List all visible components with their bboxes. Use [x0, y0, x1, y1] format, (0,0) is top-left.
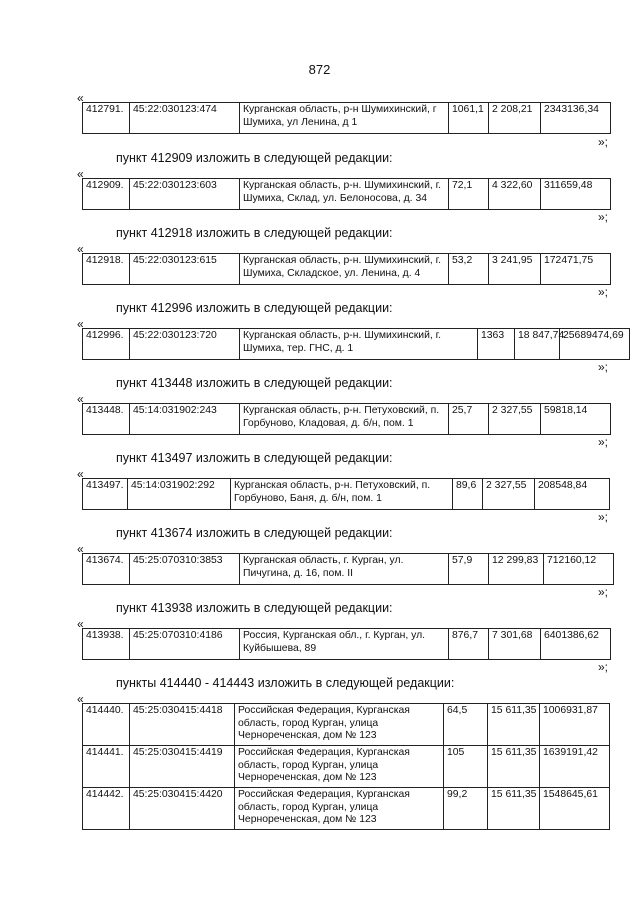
- amendment-intro: пункт 413674 изложить в следующей редакции:: [116, 526, 393, 540]
- specific-value-cell: 15 611,35: [488, 746, 540, 788]
- quote-open: «: [77, 617, 84, 631]
- cadastral-number-cell: 45:14:031902:292: [128, 479, 231, 510]
- cadastral-value-cell: 712160,12: [544, 554, 614, 585]
- quote-close: »;: [598, 660, 609, 674]
- table-row: [83, 746, 610, 788]
- cadastral-value-cell: 208548,84: [535, 479, 610, 510]
- specific-value-cell: 18 847,74: [515, 329, 560, 360]
- specific-value-cell: 4 322,60: [489, 179, 541, 210]
- specific-value-cell: 3 241,95: [489, 254, 541, 285]
- address-cell: Курганская область, р-н. Шумихинский, г. Шумиха, Складское, ул. Ленина, д. 4: [240, 254, 449, 285]
- area-cell: 64,5: [444, 704, 488, 746]
- area-cell: 876,7: [449, 629, 489, 660]
- cadastral-number-cell: 45:25:030415:4418: [130, 704, 235, 746]
- table-row: [83, 554, 614, 585]
- row-number-cell: 412996.: [83, 329, 130, 360]
- amendment-intro: пункт 412909 изложить в следующей редакции:: [116, 151, 393, 165]
- row-number-cell: 413448.: [83, 404, 130, 435]
- amendment-intro: пункт 412996 изложить в следующей редакции:: [116, 301, 393, 315]
- property-table: [82, 403, 611, 435]
- area-cell: 89,6: [453, 479, 483, 510]
- quote-close: »;: [598, 285, 609, 299]
- row-number-cell: 413674.: [83, 554, 130, 585]
- table-row: [83, 404, 611, 435]
- property-table: [82, 478, 610, 510]
- specific-value-cell: 15 611,35: [488, 788, 540, 830]
- property-table: [82, 102, 611, 134]
- row-number-cell: 413497.: [83, 479, 128, 510]
- property-table: [82, 253, 611, 285]
- property-table: [82, 553, 614, 585]
- area-cell: 99,2: [444, 788, 488, 830]
- address-cell: Курганская область, р-н. Шумихинский, г. Шумиха, Склад, ул. Белоносова, д. 34: [240, 179, 449, 210]
- cadastral-number-cell: 45:22:030123:720: [130, 329, 240, 360]
- quote-open: «: [77, 467, 84, 481]
- quote-open: «: [77, 317, 84, 331]
- cadastral-value-cell: 2343136,34: [541, 103, 611, 134]
- table-row: [83, 103, 611, 134]
- table-row: [83, 629, 611, 660]
- specific-value-cell: 15 611,35: [488, 704, 540, 746]
- specific-value-cell: 2 208,21: [489, 103, 541, 134]
- row-number-cell: 412791.: [83, 103, 130, 134]
- address-cell: Курганская область, р-н. Шумихинский, г. Шумиха, тер. ГНС, д. 1: [240, 329, 478, 360]
- cadastral-number-cell: 45:25:030415:4419: [130, 746, 235, 788]
- row-number-cell: 412918.: [83, 254, 130, 285]
- quote-close: »;: [598, 435, 609, 449]
- cadastral-value-cell: 1639191,42: [540, 746, 610, 788]
- quote-close: »;: [598, 210, 609, 224]
- area-cell: 105: [444, 746, 488, 788]
- quote-open: «: [77, 167, 84, 181]
- area-cell: 53,2: [449, 254, 489, 285]
- table-row: [83, 329, 630, 360]
- address-cell: Курганская область, р-н. Петуховский, п. Горбуново, Кладовая, д. б/н, пом. 1: [240, 404, 449, 435]
- amendment-intro: пункт 413497 изложить в следующей редакции:: [116, 451, 393, 465]
- cadastral-number-cell: 45:14:031902:243: [130, 404, 240, 435]
- quote-close: »;: [598, 360, 609, 374]
- area-cell: 25,7: [449, 404, 489, 435]
- table-row: [83, 479, 610, 510]
- address-cell: Российская Федерация, Курганская область, город Курган, улица Чернореченская, дом № 123: [235, 704, 444, 746]
- cadastral-value-cell: 6401386,62: [541, 629, 611, 660]
- property-table: [82, 628, 611, 660]
- cadastral-number-cell: 45:25:070310:3853: [130, 554, 240, 585]
- quote-open: «: [77, 91, 84, 105]
- table-row: [83, 704, 610, 746]
- specific-value-cell: 2 327,55: [489, 404, 541, 435]
- row-number-cell: 414442.: [83, 788, 130, 830]
- address-cell: Российская Федерация, Курганская область, город Курган, улица Чернореченская, дом № 123: [235, 788, 444, 830]
- amendment-intro: пункт 412918 изложить в следующей редакции:: [116, 226, 393, 240]
- amendment-intro: пункт 413938 изложить в следующей редакции:: [116, 601, 393, 615]
- specific-value-cell: 2 327,55: [483, 479, 535, 510]
- cadastral-number-cell: 45:22:030123:615: [130, 254, 240, 285]
- quote-close: »;: [598, 135, 609, 149]
- cadastral-value-cell: 1006931,87: [540, 704, 610, 746]
- page-number: 872: [308, 62, 331, 77]
- row-number-cell: 413938.: [83, 629, 130, 660]
- quote-open: «: [77, 242, 84, 256]
- property-table: [82, 703, 610, 830]
- table-row: [83, 179, 611, 210]
- property-table: [82, 178, 611, 210]
- cadastral-number-cell: 45:25:070310:4186: [130, 629, 240, 660]
- address-cell: Курганская область, р-н Шумихинский, г Шумиха, ул Ленина, д 1: [240, 103, 449, 134]
- address-cell: Россия, Курганская обл., г. Курган, ул. Куйбышева, 89: [240, 629, 449, 660]
- area-cell: 72,1: [449, 179, 489, 210]
- cadastral-value-cell: 172471,75: [541, 254, 611, 285]
- quote-open: «: [77, 542, 84, 556]
- quote-open: «: [77, 392, 84, 406]
- area-cell: 57,9: [449, 554, 489, 585]
- cadastral-number-cell: 45:22:030123:603: [130, 179, 240, 210]
- cadastral-number-cell: 45:25:030415:4420: [130, 788, 235, 830]
- cadastral-value-cell: 59818,14: [541, 404, 611, 435]
- amendment-intro: пункты 414440 - 414443 изложить в следующей редакции:: [116, 676, 455, 690]
- table-row: [83, 788, 610, 830]
- table-row: [83, 254, 611, 285]
- row-number-cell: 412909.: [83, 179, 130, 210]
- cadastral-number-cell: 45:22:030123:474: [130, 103, 240, 134]
- specific-value-cell: 7 301,68: [489, 629, 541, 660]
- area-cell: 1061,1: [449, 103, 489, 134]
- row-number-cell: 414440.: [83, 704, 130, 746]
- address-cell: Курганская область, р-н. Петуховский, п. Горбуново, Баня, д. б/н, пом. 1: [231, 479, 453, 510]
- amendment-intro: пункт 413448 изложить в следующей редакции:: [116, 376, 393, 390]
- specific-value-cell: 12 299,83: [489, 554, 544, 585]
- quote-open: «: [77, 692, 84, 706]
- cadastral-value-cell: 1548645,61: [540, 788, 610, 830]
- address-cell: Российская Федерация, Курганская область, город Курган, улица Чернореченская, дом № 123: [235, 746, 444, 788]
- address-cell: Курганская область, г. Курган, ул. Пичугина, д. 16, пом. II: [240, 554, 449, 585]
- property-table: [82, 328, 630, 360]
- quote-close: »;: [598, 510, 609, 524]
- quote-close: »;: [598, 585, 609, 599]
- row-number-cell: 414441.: [83, 746, 130, 788]
- cadastral-value-cell: 25689474,69: [560, 329, 630, 360]
- cadastral-value-cell: 311659,48: [541, 179, 611, 210]
- area-cell: 1363: [478, 329, 515, 360]
